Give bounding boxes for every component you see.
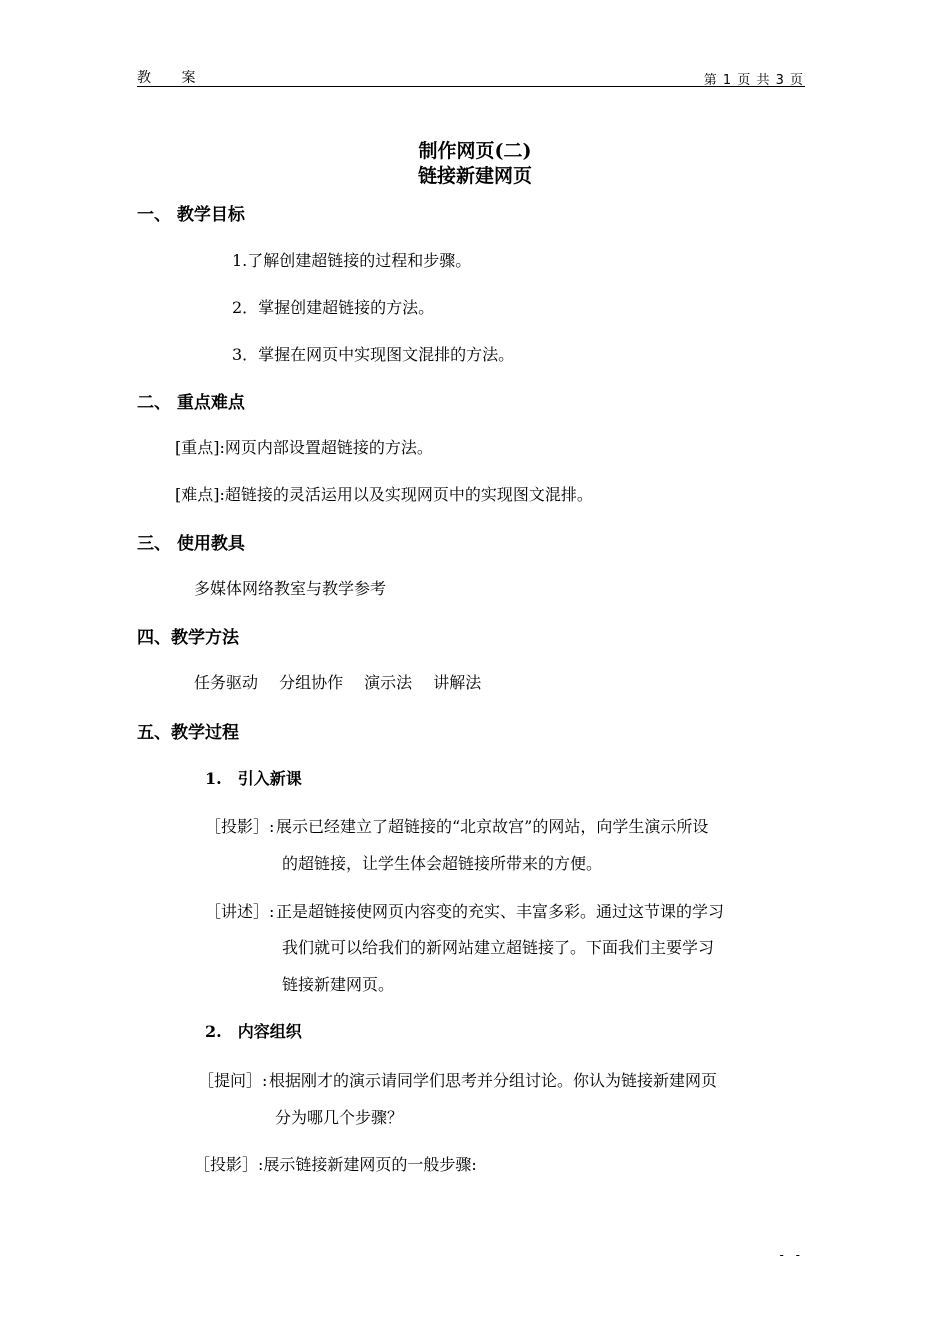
objective-item-1: 1.了解创建超链接的过程和步骤。	[232, 251, 472, 270]
step-1-projection-label: ［投影］:	[205, 817, 275, 836]
step-2-projection: ［投影］:展示链接新建网页的一般步骤:	[194, 1155, 477, 1174]
difficulty-point: [难点]:超链接的灵活运用以及实现网页中的实现图文混排。	[175, 485, 593, 504]
header-left: 教 案	[137, 70, 209, 86]
step-1-lecture-label: ［讲述］:	[205, 902, 275, 921]
step-1-lecture-line-1: 正是超链接使网页内容变的充实、丰富多彩。通过这节课的学习	[276, 902, 725, 921]
step-1-lecture-line-3: 链接新建网页。	[282, 975, 395, 994]
section-1-heading: 一、 教学目标	[137, 205, 245, 225]
step-2-question-label: ［提问］:	[198, 1071, 268, 1090]
header-rule	[137, 86, 805, 87]
teaching-aids-text: 多媒体网络教室与教学参考	[194, 579, 387, 598]
objective-item-2: 2．掌握创建超链接的方法。	[232, 298, 435, 317]
header-page-number: 第 1 页 共 3 页	[703, 73, 804, 88]
key-point: [重点]:网页内部设置超链接的方法。	[175, 438, 433, 457]
step-2-question-line-1: 根据刚才的演示请同学们思考并分组讨论。你认为链接新建网页	[269, 1071, 718, 1090]
footer-mark: - -	[779, 1248, 804, 1262]
section-4-heading: 四、教学方法	[137, 628, 239, 648]
section-5-heading: 五、教学过程	[137, 723, 239, 743]
step-1-projection-line-1: 展示已经建立了超链接的“北京故宫”的网站，向学生演示所设	[276, 817, 709, 836]
objective-item-3: 3．掌握在网页中实现图文混排的方法。	[232, 345, 515, 364]
step-2-heading: 2. 内容组织	[205, 1022, 302, 1041]
step-1-heading: 1. 引入新课	[205, 769, 302, 788]
step-1-lecture-line-2: 我们就可以给我们的新网站建立超链接了。下面我们主要学习	[282, 938, 715, 957]
section-3-heading: 三、 使用教具	[137, 534, 245, 554]
teaching-methods-text: 任务驱动 分组协作 演示法 讲解法	[194, 673, 482, 692]
section-2-heading: 二、 重点难点	[137, 393, 245, 413]
step-2-question-line-2: 分为哪几个步骤？	[275, 1108, 404, 1127]
title-line-2: 链接新建网页	[417, 165, 532, 187]
step-1-projection-line-2: 的超链接，让学生体会超链接所带来的方便。	[282, 854, 603, 873]
title-line-1: 制作网页(二)	[418, 140, 532, 162]
